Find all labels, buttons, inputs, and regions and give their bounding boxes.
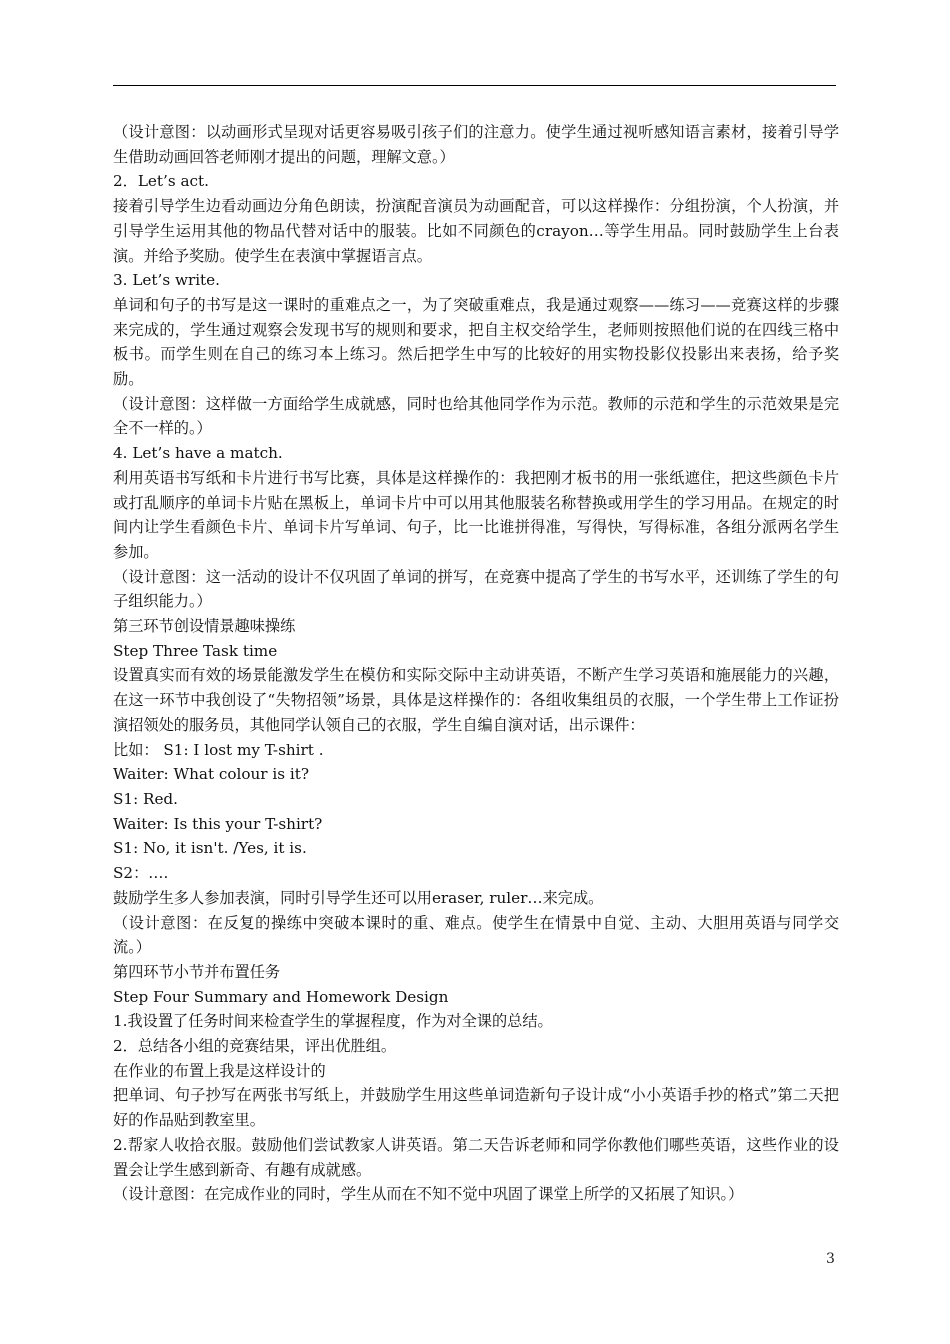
header-rule: [113, 85, 836, 86]
section-heading: 3. Let’s write.: [113, 271, 220, 290]
dialogue-line: S1: No, it isn't. /Yes, it is.: [113, 839, 307, 858]
paragraph: 1.我设置了任务时间来检查学生的掌握程度，作为对全课的总结。: [113, 1012, 553, 1031]
dialogue-line: Waiter: What colour is it?: [113, 765, 309, 784]
section-heading: Step Four Summary and Homework Design: [113, 987, 449, 1006]
paragraph: （设计意图：在反复的操练中突破本课时的重、难点。使学生在情景中自觉、主动、大胆用英语与同学交流。）: [113, 913, 839, 957]
paragraph: （设计意图：以动画形式呈现对话更容易吸引孩子们的注意力。使学生通过视听感知语言素材，接着引导学生借助动画回答老师刚才提出的问题，理解文意。）: [113, 123, 839, 166]
page-number: 3: [826, 1251, 835, 1267]
paragraph: 利用英语书写纸和卡片进行书写比赛，具体是这样操作的：我把刚才板书的用一张纸遮住，把这些颜色卡片或打乱顺序的单词卡片贴在黑板上，单词卡片中可以用其他服装名称替换或用学生的学习用品。在规定的时间内让学生看颜色卡片、单词卡片写单词、句子，比一比谁拼得准，写得快，写得标准，各组分派两名学生参加。: [113, 468, 839, 561]
paragraph: （设计意图：这样做一方面给学生成就感，同时也给其他同学作为示范。教师的示范和学生的示范效果是完全不一样的。）: [113, 394, 839, 438]
dialogue-line: S2：….: [113, 864, 169, 883]
dialogue-line: S1: Red.: [113, 789, 178, 808]
dialogue-line: Waiter: Is this your T-shirt?: [113, 814, 323, 833]
dialogue-line: 比如： S1: I lost my T-shirt .: [113, 740, 324, 759]
paragraph: 设置真实而有效的场景能激发学生在模仿和实际交际中主动讲英语，不断产生学习英语和施展能力的兴趣，在这一环节中我创设了“失物招领”场景，具体是这样操作的：各组收集组员的衣服，一个学生带上工作证扮演招领处的服务员，其他同学认领自己的衣服，学生自编自演对话，出示课件：: [113, 666, 839, 734]
section-heading: Step Three Task time: [113, 641, 278, 660]
paragraph: 单词和句子的书写是这一课时的重难点之一，为了突破重难点，我是通过观察——练习——竞赛这样的步骤来完成的，学生通过观察会发现书写的规则和要求，把自主权交给学生，老师则按照他们说的在四线三格中板书。而学生则在自己的练习本上练习。然后把学生中写的比较好的用实物投影仪投影出来表扬，给予奖励。: [113, 295, 839, 389]
paragraph: 在作业的布置上我是这样设计的: [113, 1061, 326, 1080]
section-heading: 第三环节创设情景趣味操练: [113, 617, 296, 636]
section-heading: 第四环节小节并布置任务: [113, 962, 281, 981]
section-heading: 4. Let’s have a match.: [113, 444, 283, 463]
paragraph: （设计意图：在完成作业的同时，学生从而在不知不觉中巩固了课堂上所学的又拓展了知识。）: [113, 1185, 744, 1204]
paragraph: 把单词、句子抄写在两张书写纸上，并鼓励学生用这些单词造新句子设计成“小小英语手抄的格式”第二天把好的作品贴到教室里。: [113, 1086, 839, 1130]
paragraph: 鼓励学生多人参加表演，同时引导学生还可以用eraser, ruler…来完成。: [113, 888, 604, 907]
paragraph: 2．总结各小组的竞赛结果，评出优胜组。: [113, 1037, 397, 1056]
document-body: [113, 120, 839, 1207]
paragraph: 2.帮家人收拾衣服。鼓励他们尝试教家人讲英语。第二天告诉老师和同学你教他们哪些英语，这些作业的设置会让学生感到新奇、有趣有成就感。: [113, 1135, 839, 1179]
paragraph: （设计意图：这一活动的设计不仅巩固了单词的拼写，在竞赛中提高了学生的书写水平，还训练了学生的句子组织能力。）: [113, 567, 839, 611]
section-heading: 2．Let’s act.: [113, 172, 209, 191]
paragraph: 接着引导学生边看动画边分角色朗读，扮演配音演员为动画配音，可以这样操作：分组扮演，个人扮演，并引导学生运用其他的物品代替对话中的服装。比如不同颜色的crayon…等学生用品。同时鼓励学生上台表演。并给予奖励。使学生在表演中掌握语言点。: [113, 197, 839, 265]
